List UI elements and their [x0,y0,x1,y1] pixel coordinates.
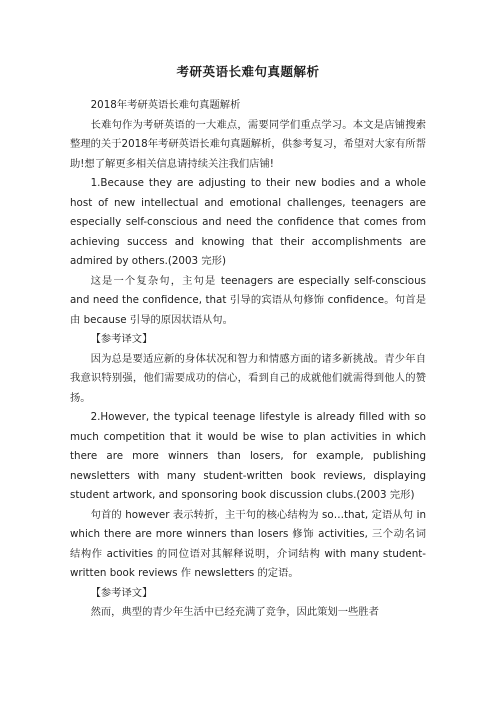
subtitle-paragraph: 2018年考研英语长难句真题解析 [90,99,241,111]
document-body [70,96,426,623]
intro-paragraph: 长难句作为考研英语的一大难点，需要同学们重点学习。本文是店铺搜索整理的关于2018年考研英语长难句真题解析，供参考复习，希望对大家有所帮助!想了解更多相关信息请持续关注我们店铺! [70,118,426,170]
document-title: 考研英语长难句真题解析 [176,64,320,79]
reference-translation-label: 【参考译文】 [90,586,153,599]
reference-translation-label: 【参考译文】 [90,333,153,345]
sentence-1-translation: 因为总是要适应新的身体状况和智力和情感方面的诸多新挑战。青少年自我意识特别强，他们需要成功的信心，看到自己的成就他们就需得到他人的赞扬。 [70,352,426,404]
sentence-2-translation: 然而，典型的青少年生活中已经充满了竞争，因此策划一些胜者 [90,606,379,618]
sentence-1-analysis: 这是一个复杂句，主句是 teenagers are especially self-conscious and need the confidence, that 引导的宾语从句修饰 confidence。句首是由 because 引导的原因状语从句。 [70,274,426,326]
sentence-2-analysis: 句首的 however 表示转折，主干句的核心结构为 so…that, 定语从句 in which there are more winners than losers 修饰 activities, 三个动名词结构作 activities 的同位语对其解释说明，介词结构 with many student-written book reviews 作 newsletters 的定语。 [70,508,426,579]
sentence-1-paragraph: 1.Because they are adjusting to their new bodies and a whole host of new intellectual and emotional challenges, teenagers are especially self-conscious and need the confidence that comes from achieving success and knowing that their accomplishments are admired by others.(2003 完形) [70,177,426,267]
sentence-2-paragraph: 2.However, the typical teenage lifestyle is already filled with so much competition that it would be wise to plan activities in which there are more winners than losers, for example, publishing newsletters with many student-written book reviews, displaying student artwork, and sponsoring book discussion clubs.(2003 完形) [70,411,426,501]
